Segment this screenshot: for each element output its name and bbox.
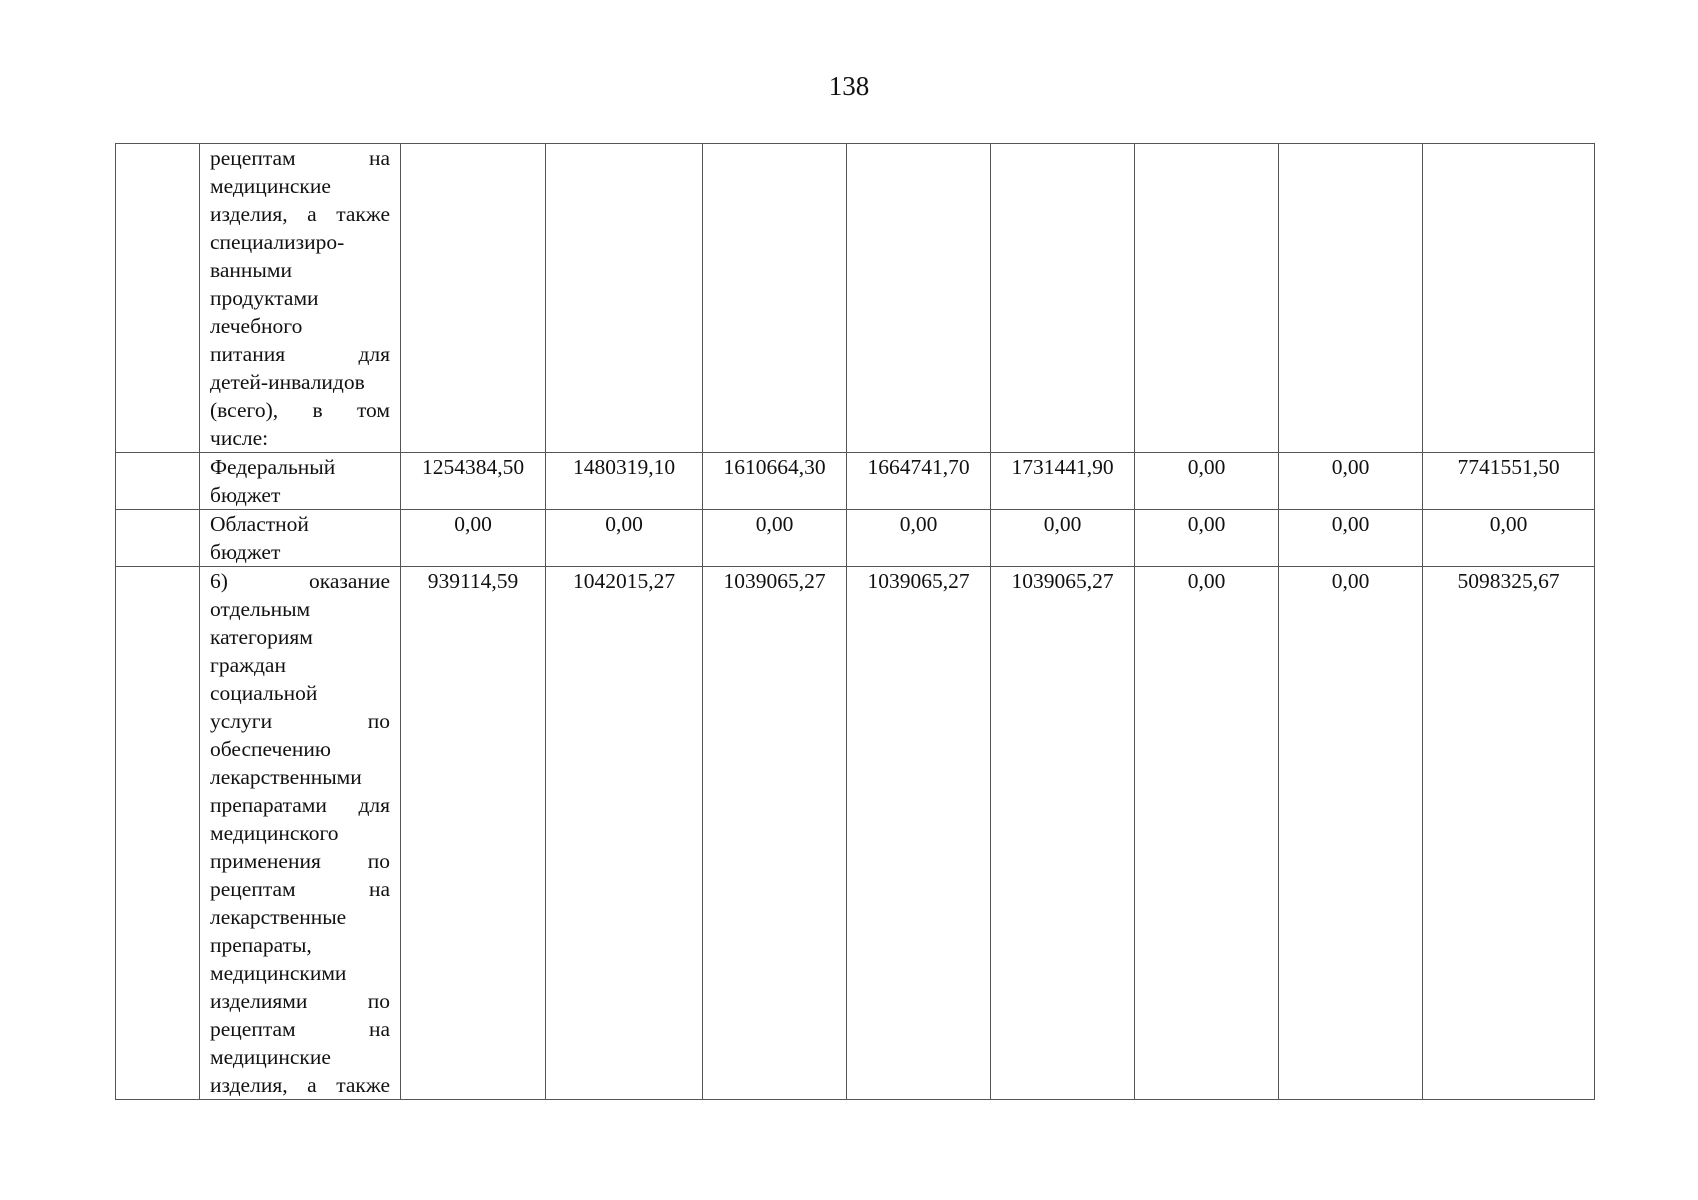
row-name-line: Федеральный (210, 455, 336, 479)
year-value-cell: 1480319,10 (546, 453, 703, 510)
row-name-text (200, 510, 400, 566)
row-name-line: лекарственными (210, 765, 362, 789)
year-value-cell: 0,00 (991, 510, 1135, 567)
year-value-cell: 1254384,50 (401, 453, 546, 510)
row-name-line: питания для (210, 342, 390, 366)
year-value-cell: 0,00 (1135, 510, 1279, 567)
row-name-cell (200, 144, 401, 453)
row-name-line: социальной (210, 681, 318, 705)
row-number-cell (116, 510, 200, 567)
table-row (116, 510, 1595, 567)
row-name-line: медицинские (210, 174, 331, 198)
total-value-cell: 0,00 (1423, 510, 1595, 567)
table-row (116, 567, 1595, 1100)
year-value-cell: 0,00 (847, 510, 991, 567)
total-value-cell: 5098325,67 (1423, 567, 1595, 1100)
year-value-cell: 0,00 (1135, 453, 1279, 510)
year-value-cell: 1610664,30 (703, 453, 847, 510)
row-name-line: Областной (210, 512, 309, 536)
row-name-line: лечебного (210, 314, 303, 338)
row-name-line: препараты, (210, 933, 312, 957)
row-name-cell (200, 453, 401, 510)
year-value-cell: 1039065,27 (991, 567, 1135, 1100)
year-value-cell (847, 144, 991, 453)
row-name-text (200, 453, 400, 509)
row-name-line: отдельным (210, 597, 311, 621)
total-value-cell: 7741551,50 (1423, 453, 1595, 510)
row-name-line: препаратами для (210, 793, 390, 817)
row-name-cell (200, 510, 401, 567)
row-name-line: детей-инвалидов (210, 370, 365, 394)
year-value-cell: 1039065,27 (847, 567, 991, 1100)
row-name-line: продуктами (210, 286, 319, 310)
row-name-text (200, 567, 400, 1099)
row-name-line: рецептам на (210, 146, 390, 170)
row-name-line: обеспечению (210, 737, 331, 761)
row-name-line: изделия, а также (210, 202, 390, 226)
row-name-line: ванными (210, 258, 292, 282)
row-name-line: услуги по (210, 709, 390, 733)
year-value-cell (1135, 144, 1279, 453)
row-name-line: категориям (210, 625, 313, 649)
row-name-line: специализиро- (210, 230, 345, 254)
row-name-line: лекарственные (210, 905, 347, 929)
year-value-cell: 0,00 (401, 510, 546, 567)
row-name-line: (всего), в том (210, 398, 390, 422)
total-value-cell (1423, 144, 1595, 453)
year-value-cell (546, 144, 703, 453)
row-name-line: числе: (210, 426, 269, 450)
row-name-line: медицинские (210, 1045, 331, 1069)
year-value-cell: 0,00 (1279, 510, 1423, 567)
year-value-cell (703, 144, 847, 453)
row-name-line: медицинского (210, 821, 339, 845)
year-value-cell: 0,00 (1279, 453, 1423, 510)
year-value-cell (401, 144, 546, 453)
row-number-cell (116, 144, 200, 453)
year-value-cell: 1731441,90 (991, 453, 1135, 510)
year-value-cell: 0,00 (703, 510, 847, 567)
year-value-cell: 1664741,70 (847, 453, 991, 510)
row-name-cell (200, 567, 401, 1100)
row-name-line: медицинскими (210, 961, 347, 985)
table-body (116, 144, 1595, 1100)
page-number: 138 (828, 71, 870, 101)
year-value-cell: 1042015,27 (546, 567, 703, 1100)
year-value-cell: 0,00 (1279, 567, 1423, 1100)
row-name-line: рецептам на (210, 877, 390, 901)
year-value-cell: 1039065,27 (703, 567, 847, 1100)
year-value-cell: 0,00 (546, 510, 703, 567)
year-value-cell: 0,00 (1135, 567, 1279, 1100)
table-row (116, 453, 1595, 510)
row-number-cell (116, 567, 200, 1100)
row-name-text (200, 144, 400, 452)
row-name-line: 6) оказание (210, 569, 390, 593)
row-name-line: бюджет (210, 483, 281, 507)
table-row (116, 144, 1595, 453)
row-name-line: рецептам на (210, 1017, 390, 1041)
year-value-cell (991, 144, 1135, 453)
row-name-line: бюджет (210, 540, 281, 564)
budget-table (115, 143, 1595, 1100)
row-name-line: применения по (210, 849, 390, 873)
row-number-cell (116, 453, 200, 510)
year-value-cell (1279, 144, 1423, 453)
year-value-cell: 939114,59 (401, 567, 546, 1100)
row-name-line: изделия, а также (210, 1073, 390, 1097)
row-name-line: граждан (210, 653, 286, 677)
row-name-line: изделиями по (210, 989, 390, 1013)
